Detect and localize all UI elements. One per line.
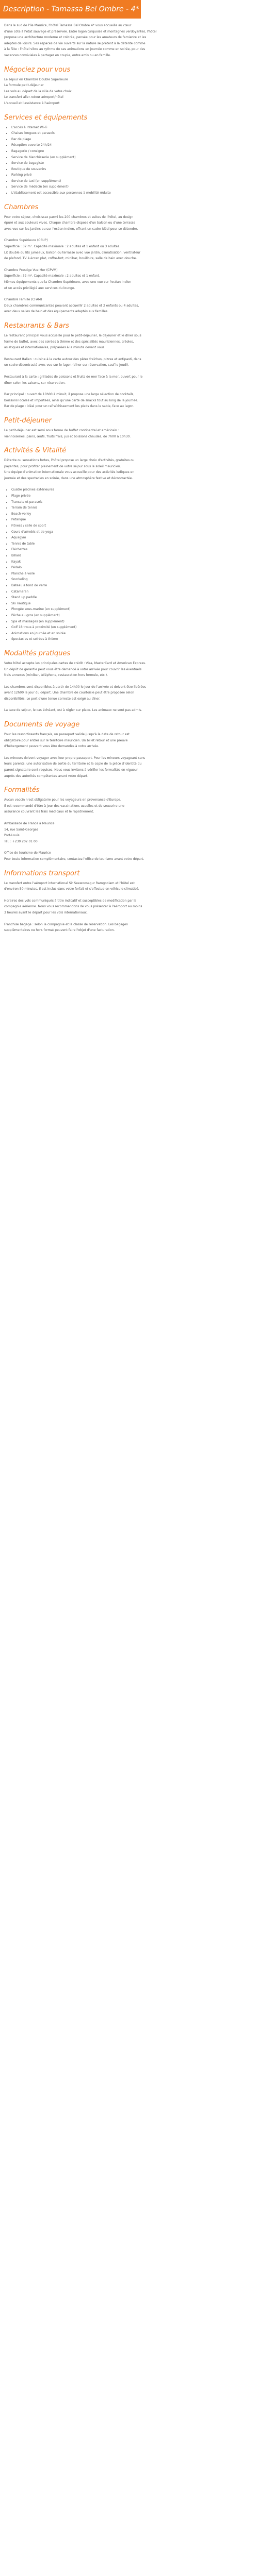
section-line: de plafond, TV à écran plat, coffre-fort, minibar, bouilloire, salle de bain avec douche. xyxy=(4,257,137,261)
list-item: • Service de taxi (en supplément) xyxy=(11,178,254,184)
intro-line: d'une côte à l'état sauvage et préservée. Entre lagon turquoise et montagnes verdoyantes, l'hôtel xyxy=(4,29,157,33)
section-line: Les chambres sont disponibles à partir de 14h00 le jour de l'arrivée et doivent être libérées xyxy=(4,685,146,689)
section-line: dîner selon les saisons, sur réservation. xyxy=(4,381,66,385)
list-item: • Bateau à fond de verre xyxy=(11,583,254,589)
list-item: • Bar de plage xyxy=(11,137,254,143)
section-line: Superficie : 32 m². Capacité maximale : 2 adultes et 1 enfant ou 3 adultes. xyxy=(4,245,121,249)
intro-line: à la fête : l'hôtel vibre au rythme de ses animations en journée comme en soirée, pour des xyxy=(4,47,146,52)
list-item: • Service de médecin (en supplément) xyxy=(11,184,254,190)
list-item: • Chaises longues et parasols xyxy=(11,130,254,137)
section-line: avec deux salles de bain et des équipements adaptés aux familles. xyxy=(4,310,109,314)
section-line: Superficie : 32 m². Capacité maximale : 2 adultes et 1 enfant. xyxy=(4,274,100,278)
section-title: Petit-déjeuner xyxy=(4,416,52,425)
section-modalites xyxy=(4,649,254,714)
description-content xyxy=(4,23,254,934)
section-line: Bar de plage : idéal pour un rafraîchissement les pieds dans le sable, face au lagon. xyxy=(4,404,135,409)
section-activites xyxy=(4,446,254,642)
list-item: • Transats et parasols xyxy=(11,499,254,505)
section-line: Port-Louis xyxy=(4,834,20,838)
list-item: • Tennis de table xyxy=(11,541,254,547)
section-line: 14, rue Saint-Georges xyxy=(4,827,39,832)
section-line: Franchise bagage : selon la compagnie et la classe de réservation. Les bagages xyxy=(4,922,128,926)
list-item: • Terrain de tennis xyxy=(11,505,254,511)
list-item: • Golf 18 trous à proximité (en supplément) xyxy=(11,624,254,631)
section-line: un cadre décontracté avec vue sur le lagon (dîner sur réservation, sauf le jeudi). xyxy=(4,363,130,367)
section-line: avant 12h00 le jour du départ. Une chambre de courtoisie peut être proposée selon xyxy=(4,691,134,695)
section-line: d'hébergement peuvent vous être demandés à votre arrivée. xyxy=(4,744,100,749)
list-item: • Ski nautique xyxy=(11,601,254,607)
section-line: Une équipe d'animation internationale vous accueille pour des activités ludiques en xyxy=(4,470,135,474)
list-item: • Spectacles et soirées à thème xyxy=(11,636,254,642)
section-documents xyxy=(4,720,254,779)
section-title: Formalités xyxy=(4,786,40,794)
section-line: obligatoire pour entrer sur le territoire mauricien. Un billet retour et une preuve xyxy=(4,738,128,742)
list-item: • Fitness / salle de sport xyxy=(11,523,254,529)
section-line: Les vols au départ de la ville de votre choix xyxy=(4,89,72,93)
section-line: Un dépôt de garantie peut vous être demandé à votre arrivée pour couvrir les éventuels xyxy=(4,667,141,671)
section-line: Ambassade de France à Maurice xyxy=(4,822,55,825)
list-item: • Bagagerie / consigne xyxy=(11,148,254,155)
section-line: Chambre Famille (CFAM) xyxy=(4,298,42,302)
section-line: Le restaurant principal vous accueille pour le petit-déjeuner, le déjeuner et le dîner sous xyxy=(4,333,141,337)
section-line: 3 heures avant le départ pour les vols internationaux. xyxy=(4,910,88,914)
section-line: frais annexes (minibar, téléphone, restauration hors formule, etc.). xyxy=(4,673,108,677)
section-line: Bar principal : ouvert de 10h00 à minuit, il propose une large sélection de cocktails, xyxy=(4,393,135,397)
section-line: Le séjour en Chambre Double Supérieure xyxy=(4,77,68,81)
section-line: auprès des autorités compétentes avant votre départ. xyxy=(4,774,89,778)
section-line: supplémentaires ou hors format peuvent faire l'objet d'une facturation. xyxy=(4,928,115,933)
list-item: • Réception ouverte 24h/24 xyxy=(11,142,254,148)
section-line: Aucun vaccin n'est obligatoire pour les voyageurs en provenance d'Europe. xyxy=(4,798,121,802)
section-line: Horaires des vols communiqués à titre indicatif et susceptibles de modification par la xyxy=(4,899,137,903)
section-line: Office de tourisme de Maurice xyxy=(4,851,51,855)
section-line: boissons locales et importées, ainsi qu'une carte de snacks tout au long de la journée. xyxy=(4,398,138,402)
section-title: Modalités pratiques xyxy=(4,649,71,657)
section-line: Lit double ou lits jumeaux, balcon ou terrasse avec vue jardin, climatisation, ventilateur xyxy=(4,250,141,255)
section-line: Le transfert aller-retour aéroport/hôtel xyxy=(4,95,63,99)
list-item: • Pétanque xyxy=(11,517,254,523)
list-item: • L'accès à Internet Wi-Fi xyxy=(11,125,254,131)
section-line: Pour toute information complémentaire, contactez l'office de tourisme avant votre départ. xyxy=(4,857,144,861)
section-line: Pour votre séjour, choisissez parmi les 200 chambres et suites de l'hôtel, au design xyxy=(4,215,134,219)
intro-line: Dans le sud de l'île Maurice, l'hôtel Tamassa Bel Ombre 4* vous accueille au cœur xyxy=(4,24,132,27)
section-line: La taxe de séjour, le cas échéant, est à régler sur place. Les animaux ne sont pas admis. xyxy=(4,708,142,713)
section-line: disponibilités. Le port d'une tenue correcte est exigé au dîner. xyxy=(4,697,101,701)
section-line: Le petit-déjeuner est servi sous forme de buffet continental et américain : xyxy=(4,428,119,432)
section-line: Chambre Supérieure (CSUP) xyxy=(4,239,48,243)
section-title: Chambres xyxy=(4,203,39,211)
list-item: • Spa et massages (en supplément) xyxy=(11,619,254,625)
section-line: Deux chambres communicantes pouvant accueillir 2 adultes et 2 enfants ou 4 adultes, xyxy=(4,303,139,308)
section-line: Mêmes équipements que la Chambre Supérieure, avec une vue sur l'océan Indien xyxy=(4,280,132,284)
list-item: • Cours d'aérobic et de yoga xyxy=(11,529,254,535)
section-restaurants xyxy=(4,321,254,410)
list-item: • Kayak xyxy=(11,559,254,565)
list-item: • Catamaran xyxy=(11,589,254,595)
list-item: • Beach-volley xyxy=(11,511,254,517)
section-line: payantes, pour profiter pleinement de votre séjour sous le soleil mauricien. xyxy=(4,464,121,468)
section-negociez xyxy=(4,65,254,107)
list-item: • Animations en journée et en soirée xyxy=(11,631,254,637)
list-item: • Boutique de souvenirs xyxy=(11,166,254,173)
section-line: Pour les ressortissants français, un passeport valide jusqu'à la date de retour est xyxy=(4,733,130,737)
section-title: Restaurants & Bars xyxy=(4,321,69,330)
section-title: Services et équipements xyxy=(4,113,88,122)
list-item: • Planche à voile xyxy=(11,571,254,577)
list-item: • L'établissement est accessible aux personnes à mobilité réduite xyxy=(11,190,254,196)
activities-list xyxy=(4,487,254,642)
list-item: • Billard xyxy=(11,553,254,559)
section-line: Chambre Prestige Vue Mer (CPVM) xyxy=(4,268,58,272)
services-list xyxy=(4,125,254,196)
section-line: viennoiseries, pains, œufs, fruits frais, jus et boissons chaudes, de 7h00 à 10h30. xyxy=(4,434,131,438)
list-item: • Parking privé xyxy=(11,172,254,178)
section-line: Le transfert entre l'aéroport international Sir Seewoosagur Ramgoolam et l'hôtel est xyxy=(4,881,135,885)
list-item: • Fléchettes xyxy=(11,547,254,553)
intro-line: adeptes de loisirs. Ses espaces de vie ouverts sur la nature se prêtent à la détente comme xyxy=(4,41,146,45)
section-title: Activités & Vitalité xyxy=(4,447,67,455)
section-title: Documents de voyage xyxy=(4,721,80,729)
list-item: • Aquagym xyxy=(11,535,254,541)
intro-line: vacances conviviales à partager en couple, entre amis ou en famille. xyxy=(4,53,111,57)
section-line: avec vue sur les jardins ou sur l'océan Indien, offrant un cadre idéal pour se détendre. xyxy=(4,227,138,231)
section-line: d'environ 50 minutes. Il est inclus dans votre forfait et s'effectue en véhicule climatisé. xyxy=(4,887,139,891)
section-line: parent signataire sont requises. Nous vous invitons à vérifier les formalités en vigueur xyxy=(4,768,138,772)
list-item: • Plage privée xyxy=(11,493,254,499)
list-item: • Service de blanchisserie (en supplément) xyxy=(11,155,254,161)
section-line: compagnie aérienne. Nous vous recommandons de vous présenter à l'aéroport au moins xyxy=(4,905,142,909)
list-item: • Pédalo xyxy=(11,565,254,571)
section-line: Il est recommandé d'être à jour des vaccinations usuelles et de souscrire une xyxy=(4,804,124,808)
section-formalites xyxy=(4,786,254,862)
section-line: Votre hôtel accepte les principales cartes de crédit : Visa, MasterCard et American Express. xyxy=(4,661,146,665)
section-title: Informations transport xyxy=(4,869,80,877)
intro xyxy=(4,23,254,59)
section-line: Les mineurs doivent voyager avec leur propre passeport. Pour les mineurs voyageant sans xyxy=(4,756,146,760)
list-item: • Quatre piscines extérieures xyxy=(11,487,254,493)
intro-line: propose une architecture moderne et colorée, pensée pour les amateurs de farniente et les xyxy=(4,36,147,40)
section-line: Restaurant Italien : cuisine à la carte autour des pâtes fraîches, pizzas et antipasti, dans xyxy=(4,357,141,361)
list-item: • Service de bagagiste xyxy=(11,160,254,166)
list-item: • Plongée sous-marine (en supplément) xyxy=(11,606,254,613)
section-title: Négociez pour vous xyxy=(4,65,71,74)
section-services xyxy=(4,113,254,196)
section-transport xyxy=(4,869,254,934)
section-petit-dejeuner xyxy=(4,416,254,439)
section-line: asiatiques et internationales, préparées à la minute devant vous. xyxy=(4,346,106,350)
section-line: leurs parents, une autorisation de sortie du territoire et la copie de la pièce d'identité du xyxy=(4,762,142,766)
section-line: épuré et aux couleurs vives. Chaque chambre dispose d'un balcon ou d'une terrasse xyxy=(4,221,136,225)
list-item: • Snorkeling xyxy=(11,577,254,583)
section-line: Restaurant à la carte : grillades de poissons et fruits de mer face à la mer, ouvert pour le xyxy=(4,375,143,379)
list-item: • Stand up paddle xyxy=(11,595,254,601)
section-line: La formule petit-déjeuner xyxy=(4,83,44,88)
section-line: assurance couvrant les frais médicaux et le rapatriement. xyxy=(4,810,94,814)
section-line: forme de buffet, avec des soirées à thème et des spécialités mauriciennes, créoles, xyxy=(4,340,134,344)
section-line: L'accueil et l'assistance à l'aéroport xyxy=(4,101,60,105)
section-line: et un accès privilégié aux services du lounge. xyxy=(4,286,75,290)
section-line: journée et des spectacles en soirée, dans une atmosphère festive et décontractée. xyxy=(4,476,133,480)
title-banner xyxy=(0,0,141,19)
section-line: Tél. : +230 202 01 00 xyxy=(4,839,38,843)
section-chambres xyxy=(4,203,254,315)
section-line: Détente ou sensations fortes, l'hôtel propose un large choix d'activités, gratuites ou xyxy=(4,459,135,463)
list-item: • Pêche au gros (en supplément) xyxy=(11,613,254,619)
page-title: Description - Tamassa Bel Ombre - 4* xyxy=(3,5,139,13)
